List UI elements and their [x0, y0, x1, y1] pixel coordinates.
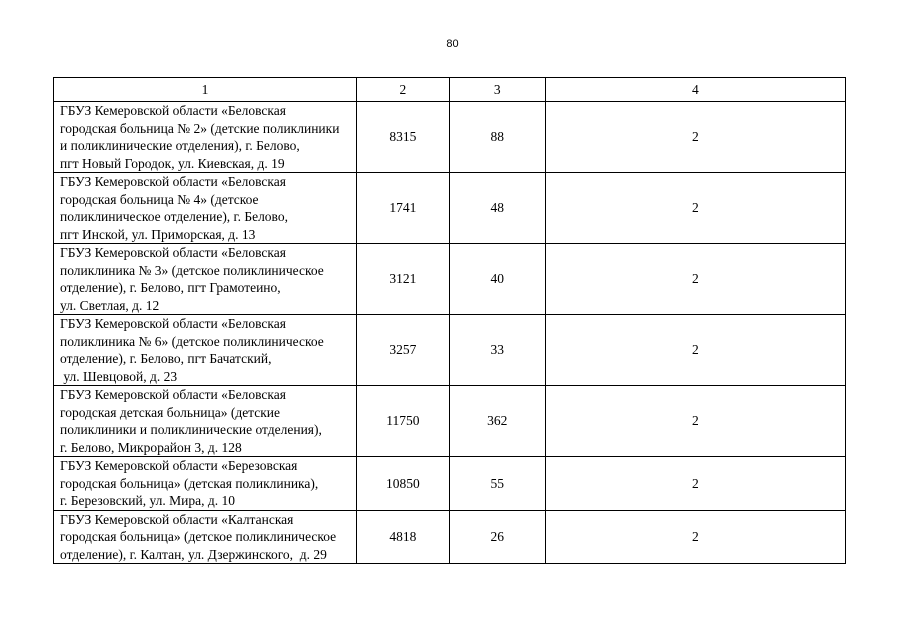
column-4-value: 2 [545, 457, 845, 511]
facility-name-line: городская больница» (детская поликлиника), [60, 475, 319, 491]
table-row [54, 173, 846, 244]
facility-name-line: городская больница № 2» (детские поликлиники [60, 120, 340, 136]
facility-name-line: ул. Светлая, д. 12 [60, 297, 160, 313]
facility-name-cell [54, 457, 357, 511]
column-3-value: 88 [449, 102, 545, 173]
facility-name-line: отделение), г. Белово, пгт Бачатский, [60, 351, 272, 366]
column-2-value: 4818 [356, 510, 449, 564]
facility-name-line: ГБУЗ Кемеровской области «Беловская [60, 387, 286, 402]
facility-name-line: г. Белово, Микрорайон 3, д. 128 [60, 439, 242, 455]
column-2-value: 3121 [356, 244, 449, 315]
table-header [54, 78, 846, 102]
table-row [54, 386, 846, 457]
column-3-value: 26 [449, 510, 545, 564]
facility-name-line: городская больница № 4» (детское [60, 191, 259, 207]
facility-name-line: отделение), г. Белово, пгт Грамотеино, [60, 280, 281, 295]
column-2-value: 10850 [356, 457, 449, 511]
column-2-value: 3257 [356, 315, 449, 386]
column-header-3: 3 [449, 78, 545, 102]
column-header-2: 2 [356, 78, 449, 102]
facility-name-line: ГБУЗ Кемеровской области «Березовская [60, 458, 298, 473]
page-number: 80 [446, 38, 459, 50]
facility-name-line: ГБУЗ Кемеровской области «Беловская [60, 245, 286, 260]
column-header-4: 4 [545, 78, 845, 102]
facility-name-line: поликлиническое отделение), г. Белово, [60, 209, 288, 224]
column-4-value: 2 [545, 102, 845, 173]
facility-name-line: ул. Шевцовой, д. 23 [60, 368, 178, 384]
column-4-value: 2 [545, 510, 845, 564]
column-3-value: 40 [449, 244, 545, 315]
table-row [54, 102, 846, 173]
facility-name-line: ГБУЗ Кемеровской области «Беловская [60, 103, 286, 118]
column-3-value: 55 [449, 457, 545, 511]
facility-name-cell [54, 173, 357, 244]
facility-name-line: пгт Инской, ул. Приморская, д. 13 [60, 226, 256, 242]
facility-name-cell [54, 386, 357, 457]
facility-name-line: поликлиника № 3» (детское поликлиническое [60, 262, 324, 278]
column-3-value: 33 [449, 315, 545, 386]
column-3-value: 48 [449, 173, 545, 244]
column-4-value: 2 [545, 386, 845, 457]
column-2-value: 11750 [356, 386, 449, 457]
facility-name-line: отделение), г. Калтан, ул. Дзержинского, д. 29 [60, 546, 327, 562]
table-row [54, 244, 846, 315]
column-4-value: 2 [545, 244, 845, 315]
facility-name-line: городская больница» (детское поликлиническое [60, 529, 337, 544]
facility-name-line: и поликлинические отделения), г. Белово, [60, 138, 300, 153]
facility-name-cell [54, 244, 357, 315]
facility-name-cell [54, 510, 357, 564]
column-2-value: 8315 [356, 102, 449, 173]
facility-name-line: ГБУЗ Кемеровской области «Калтанская [60, 511, 294, 527]
facility-name-line: поликлиника № 6» (детское поликлиническое [60, 333, 324, 349]
facility-name-cell [54, 102, 357, 173]
table-row [54, 510, 846, 564]
facility-name-line: ГБУЗ Кемеровской области «Беловская [60, 174, 286, 189]
column-4-value: 2 [545, 173, 845, 244]
column-header-1: 1 [54, 78, 357, 102]
facility-name-line: г. Березовский, ул. Мира, д. 10 [60, 493, 235, 508]
column-4-value: 2 [545, 315, 845, 386]
table-row [54, 457, 846, 511]
facility-name-line: пгт Новый Городок, ул. Киевская, д. 19 [60, 155, 285, 171]
facility-name-cell [54, 315, 357, 386]
facility-name-line: поликлиники и поликлинические отделения), [60, 422, 322, 437]
column-2-value: 1741 [356, 173, 449, 244]
facilities-table [53, 77, 846, 564]
facility-name-line: городская детская больница» (детские [60, 404, 281, 420]
table-row [54, 315, 846, 386]
column-3-value: 362 [449, 386, 545, 457]
facility-name-line: ГБУЗ Кемеровской области «Беловская [60, 316, 286, 331]
